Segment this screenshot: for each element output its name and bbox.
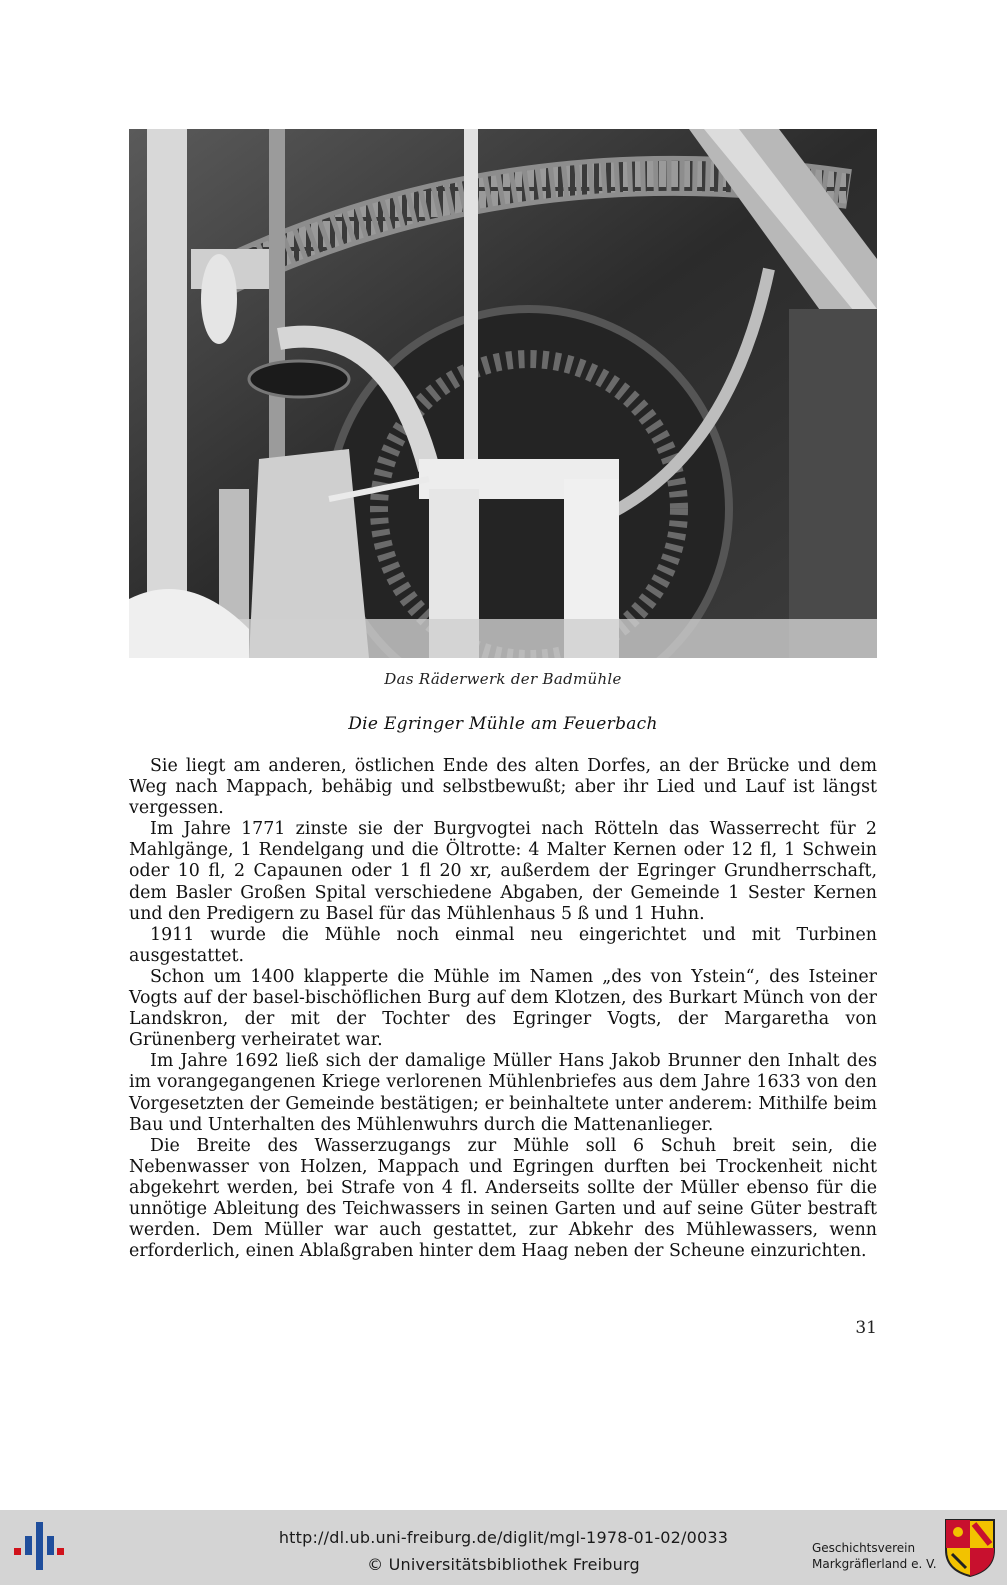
paragraph: 1911 wurde die Mühle noch einmal neu eingerichtet und mit Turbinen ausgestattet. [129,924,877,966]
paragraph: Im Jahre 1771 zinste sie der Burgvogtei nach Rötteln das Wasserrecht für 2 Mahlgänge, 1 Rendelgang und die Öltrotte: 4 Malter Kernen oder 12 fl, 1 Schwein oder 10 fl, 2 Capaunen oder 1 fl 20 xr, außerdem der Egringer Grundherrschaft, dem Basler Großen Spital verschiedene Abgaben, der Gemeinde 1 Sester Kernen und den Predigern zu Basel für das Mühlenhaus 5 ß und 1 Huhn. [129,819,877,924]
section-heading: Die Egringer Mühle am Feuerbach [348,714,658,734]
paragraph: Die Breite des Wasserzugangs zur Mühle soll 6 Schuh breit sein, die Nebenwasser von Holzen, Mappach und Egringen durften bei Trockenheit nicht abgekehrt werden, bei Strafe von 4 fl. Anderseits sollte der Müller ebenso für die unnötige Ableitung des Teichwassers in seinen Garten und auf seine Güter bestraft werden. Dem Müller war auch gestattet, zur Abkehr des Mühlewassers, wenn erforderlich, einen Ablaßgraben hinter dem Haag neben der Scheune einzurichten. [129,1135,877,1262]
document-url-link[interactable]: http://dl.ub.uni-freiburg.de/diglit/mgl-1978-01-02/0033 [278,1528,729,1547]
paragraph: Im Jahre 1692 ließ sich der damalige Müller Hans Jakob Brunner den Inhalt des im vorangegangenen Kriege verlorenen Mühlenbriefes aus dem Jahre 1633 von den Vorgesetzten der Gemeinde bestätigen; er beinhaltete unter anderem: Mithilfe beim Bau und Unterhalten des Mühlenwuhrs durch die Mattenanlieger. [129,1051,877,1135]
mill-gearwork-photo [129,129,877,658]
paragraph: Sie liegt am anderen, östlichen Ende des alten Dorfes, an der Brücke und dem Weg nach Mappach, behäbig und selbstbewußt; aber ihr Lied und Lauf ist längst vergessen. [129,756,877,819]
copyright-text: © Universitätsbibliothek Freiburg [367,1555,640,1574]
society-name-line: Geschichtsverein [812,1541,916,1555]
coat-of-arms-icon [944,1518,996,1578]
society-name-line: Markgräflerland e. V. [812,1557,937,1571]
footer-bar [0,1510,1007,1585]
page-number: 31 [855,1318,877,1338]
paragraph: Schon um 1400 klapperte die Mühle im Namen „des von Ystein“, des Isteiner Vogts auf der basel-bischöflichen Burg auf dem Klotzen, des Burkart Münch von der Landskron, der mit der Tochter des Egringer Vogts, der Margaretha von Grünenberg verheiratet war. [129,966,877,1051]
society-name [812,1540,937,1572]
body-text [129,756,877,1262]
photo-caption: Das Räderwerk der Badmühle [384,670,622,688]
